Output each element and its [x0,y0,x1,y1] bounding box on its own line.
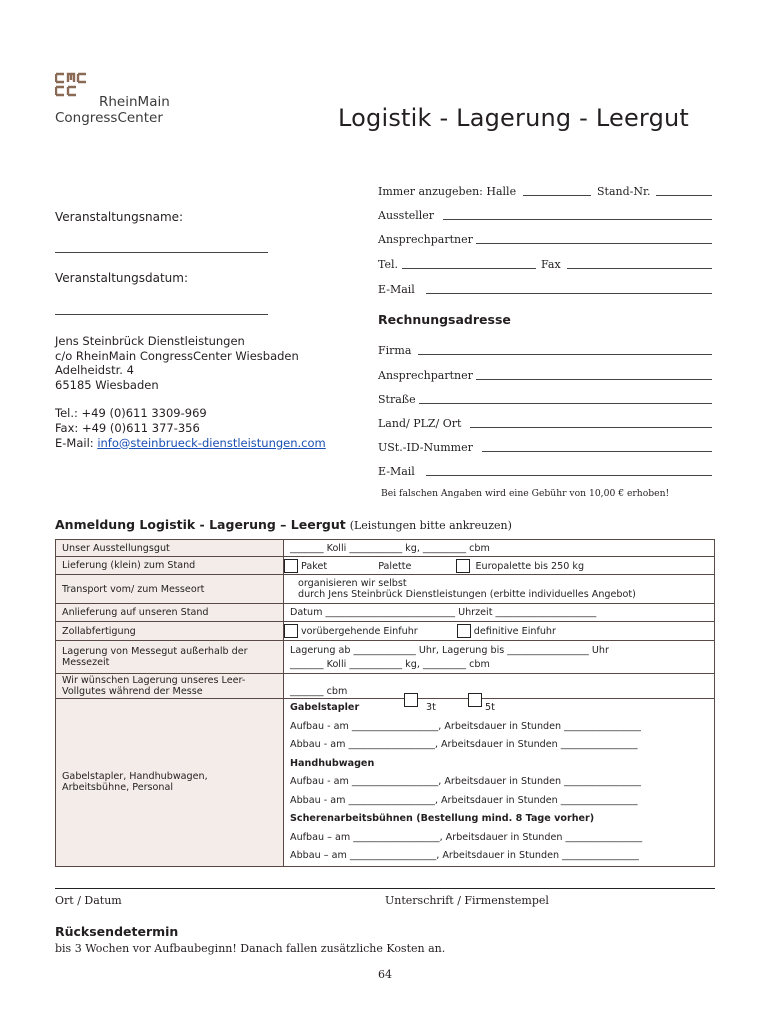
forklift-5t-label: 5t [485,702,495,713]
row-value[interactable]: _______ Kolli ___________ kg, _________ cbm [284,540,715,557]
fee-note: Bei falschen Angaben wird eine Gebühr von 10,00 € erhoben! [381,488,670,499]
ansprechpartner-label: Ansprechpartner [378,233,473,246]
ansprechpartner-field[interactable] [476,243,712,244]
table-row [56,604,715,622]
row-label: Wir wünschen Lagerung unseres Leer-Vollgutes während der Messe [56,674,284,699]
customs-options [284,622,715,641]
paket-label: Paket [301,560,328,572]
address-line: Adelheidstr. 4 [55,363,134,378]
ustid-field[interactable] [482,451,712,452]
billing-title: Rechnungsadresse [378,312,511,327]
page-title: Logistik - Lagerung - Leergut [338,104,690,132]
firma-field[interactable] [418,354,712,355]
halle-label: Immer anzugeben: Halle [378,185,517,198]
table-row [56,575,715,604]
page-number: 64 [378,968,392,981]
row-label: Lieferung (klein) zum Stand [56,557,284,575]
row-label: Unser Ausstellungsgut [56,540,284,557]
temporary-import-checkbox[interactable] [284,624,298,638]
email2-label: E-Mail [378,465,415,478]
stand-label: Stand-Nr. [597,185,651,198]
section-title: Anmeldung Logistik - Lagerung – Leergut [55,517,346,532]
tel-field[interactable] [402,268,536,269]
contact-email-label: E-Mail: [55,435,98,450]
contact-email-link[interactable]: info@steinbrueck-dienstleistungen.com [97,435,326,450]
section-header [55,517,512,532]
tel-label: Tel. [378,258,399,271]
land-label: Land/ PLZ/ Ort [378,417,462,430]
transport-self[interactable]: organisieren wir selbst [298,578,407,589]
forklift-3t-checkbox[interactable] [404,693,418,707]
table-row [56,674,715,699]
definitive-import-label: definitive Einfuhr [473,626,556,637]
stand-field[interactable] [656,195,712,196]
event-name-label: Veranstaltungsname: [55,210,184,224]
paket-checkbox[interactable] [284,559,298,573]
aussteller-label: Aussteller [378,209,435,222]
strasse-label: Straße [378,393,416,406]
scissor-lift-teardown[interactable]: Abbau – am __________________, Arbeitsdauer in Stunden ________________ [290,850,639,861]
delivery-options [284,557,715,575]
contact-address [55,334,326,450]
ansprechpartner2-label: Ansprechpartner [378,369,473,382]
ustid-label: USt.-ID-Nummer [378,441,473,454]
contact-tel: Tel.: +49 (0)611 3309-969 [55,406,207,421]
storage-values [284,641,715,674]
aussteller-field[interactable] [443,219,712,220]
definitive-import-checkbox[interactable] [457,624,471,638]
row-label: Transport vom/ zum Messeort [56,575,284,604]
row-value[interactable]: _______ cbm [284,674,715,699]
scissor-lift-title: Scherenarbeitsbühnen (Bestellung mind. 8 Tage vorher) [290,813,595,824]
transport-options [284,575,715,604]
logo-line1: RheinMain [99,94,170,110]
address-line: Jens Steinbrück Dienstleistungen [55,334,245,348]
land-field[interactable] [470,427,712,428]
address-line: 65185 Wiesbaden [55,377,159,392]
halle-field[interactable] [523,195,591,196]
signature-label: Unterschrift / Firmenstempel [385,894,549,907]
equipment-block [284,699,715,867]
place-date-label: Ort / Datum [55,894,122,907]
address-line: c/o RheinMain CongressCenter Wiesbaden [55,348,299,363]
pallet-jack-teardown[interactable]: Abbau - am __________________, Arbeitsdauer in Stunden ________________ [290,794,638,806]
pallet-jack-title: Handhubwagen [290,757,375,769]
transport-service[interactable]: durch Jens Steinbrück Dienstleistungen (erbitte individuelles Angebot) [298,589,636,600]
table-row [56,540,715,557]
forklift-setup[interactable]: Aufbau - am __________________, Arbeitsdauer in Stunden ________________ [290,720,641,732]
row-label: Anlieferung auf unseren Stand [56,604,284,622]
logo-line2: CongressCenter [55,110,163,126]
scissor-lift-setup[interactable]: Aufbau – am __________________, Arbeitsdauer in Stunden ________________ [290,831,643,843]
section-note: (Leistungen bitte ankreuzen) [349,519,512,532]
forklift-3t-label: 3t [426,702,436,713]
strasse-field[interactable] [419,403,712,404]
table-row [56,557,715,575]
email-field[interactable] [426,293,712,294]
storage-dates[interactable]: Lagerung ab _____________ Uhr, Lagerung bis _________________ Uhr [290,644,609,656]
return-deadline-title: Rücksendetermin [55,924,179,939]
europalette-label: Europalette bis 250 kg [475,560,585,572]
forklift-header [290,699,708,718]
event-date-field[interactable] [55,314,268,315]
signature-line[interactable] [55,888,715,889]
event-name-field[interactable] [55,252,268,253]
table-row [56,641,715,674]
contact-fax: Fax: +49 (0)611 377-356 [55,420,200,435]
fax-label: Fax [541,258,561,271]
fax-field[interactable] [567,268,712,269]
forklift-title: Gabelstapler [290,702,360,713]
row-label: Zollabfertigung [56,622,284,641]
forklift-5t-checkbox[interactable] [468,693,482,707]
storage-amount[interactable]: _______ Kolli ___________ kg, _________ cbm [290,658,490,670]
pallet-jack-setup[interactable]: Aufbau - am __________________, Arbeitsdauer in Stunden ________________ [290,776,641,787]
event-date-label: Veranstaltungsdatum: [55,271,188,285]
email2-field[interactable] [426,475,712,476]
palette-label: Palette [378,560,412,572]
row-label: Lagerung von Messegut außerhalb der Messezeit [56,641,284,674]
temporary-import-label: vorübergehende Einfuhr [301,626,418,637]
table-row [56,699,715,867]
ansprechpartner2-field[interactable] [476,379,712,380]
table-row [56,622,715,641]
row-label: Gabelstapler, Handhubwagen, Arbeitsbühne, Personal [56,699,284,867]
return-deadline-text: bis 3 Wochen vor Aufbaubeginn! Danach fallen zusätzliche Kosten an. [55,942,446,955]
europalette-checkbox[interactable] [456,559,470,573]
forklift-teardown[interactable]: Abbau - am __________________, Arbeitsdauer in Stunden ________________ [290,739,638,750]
logo-wordmark [55,94,170,126]
firma-label: Firma [378,344,412,357]
row-value[interactable]: Datum ___________________________ Uhrzeit _____________________ [284,604,715,622]
logistics-table [55,539,715,867]
email-label: E-Mail [378,283,415,296]
